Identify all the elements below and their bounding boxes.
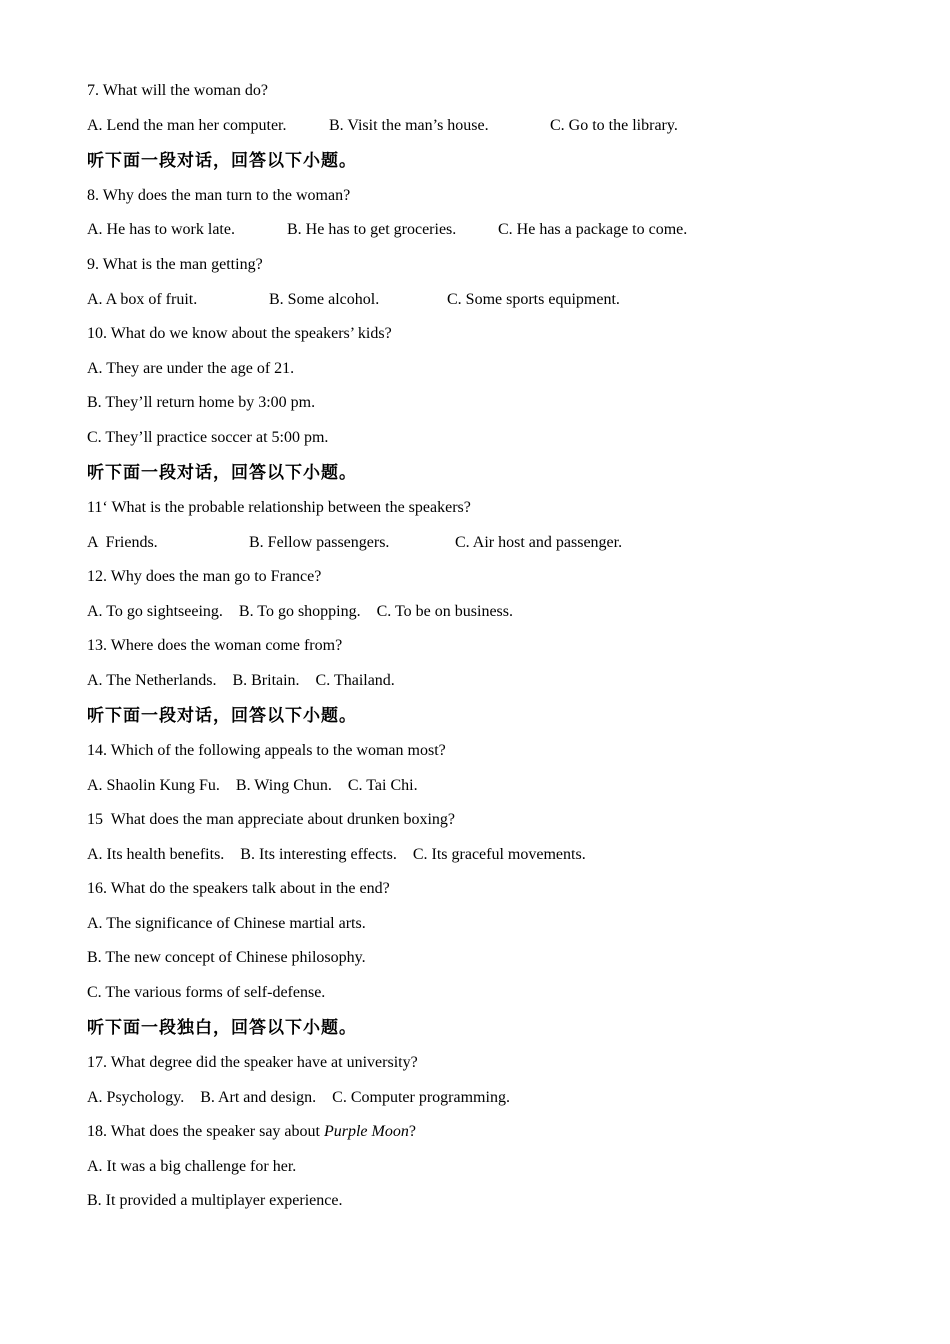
section-heading: 听下面一段对话，回答以下小题。 [87, 706, 357, 726]
question-13-stem: 13. Where does the woman come from? [87, 637, 343, 654]
question-11-stem: 11‘ What is the probable relationship between the speakers? [87, 499, 471, 516]
question-14-options: A. Shaolin Kung Fu. B. Wing Chun. C. Tai Chi. [87, 777, 418, 794]
option-a: A. A box of fruit. [87, 291, 198, 308]
question-16-stem: 16. What do the speakers talk about in the end? [87, 880, 390, 897]
question-9-options [87, 290, 887, 310]
question-8-stem: 8. Why does the man turn to the woman? [87, 187, 351, 204]
question-18-stem-title: Purple Moon [323, 1123, 409, 1140]
question-16-option-a: A. The significance of Chinese martial arts. [87, 915, 366, 932]
question-18-option-b: B. It provided a multiplayer experience. [87, 1192, 343, 1209]
question-9-stem: 9. What is the man getting? [87, 256, 263, 273]
question-18-stem [87, 1122, 416, 1142]
question-12-options: A. To go sightseeing. B. To go shopping. C. To be on business. [87, 603, 513, 620]
section-heading: 听下面一段独白，回答以下小题。 [87, 1018, 357, 1038]
question-12-stem: 12. Why does the man go to France? [87, 568, 322, 585]
option-c: C. Air host and passenger. [455, 534, 623, 551]
option-c: C. Go to the library. [550, 117, 678, 134]
option-b: B. Fellow passengers. [249, 534, 390, 551]
question-13-options: A. The Netherlands. B. Britain. C. Thailand. [87, 672, 395, 689]
question-18-option-a: A. It was a big challenge for her. [87, 1158, 297, 1175]
question-11-options [87, 533, 887, 553]
question-17-options: A. Psychology. B. Art and design. C. Computer programming. [87, 1089, 510, 1106]
option-c: C. He has a package to come. [498, 221, 688, 238]
option-a: A. Lend the man her computer. [87, 117, 287, 134]
question-18-stem-suffix: ? [408, 1123, 416, 1140]
question-15-stem: 15 What does the man appreciate about drunken boxing? [87, 811, 456, 828]
question-18-stem-prefix: 18. What does the speaker say about [87, 1123, 324, 1140]
option-a: A Friends. [87, 534, 158, 551]
option-a: A. He has to work late. [87, 221, 235, 238]
question-17-stem: 17. What degree did the speaker have at university? [87, 1054, 418, 1071]
question-10-option-c: C. They’ll practice soccer at 5:00 pm. [87, 429, 329, 446]
option-b: B. Some alcohol. [269, 291, 380, 308]
question-10-option-b: B. They’ll return home by 3:00 pm. [87, 394, 316, 411]
section-heading: 听下面一段对话，回答以下小题。 [87, 463, 357, 483]
question-16-option-c: C. The various forms of self-defense. [87, 984, 326, 1001]
question-16-option-b: B. The new concept of Chinese philosophy. [87, 949, 366, 966]
question-14-stem: 14. Which of the following appeals to the woman most? [87, 742, 446, 759]
question-10-stem: 10. What do we know about the speakers’ kids? [87, 325, 392, 342]
question-7-options [87, 116, 887, 136]
section-heading: 听下面一段对话，回答以下小题。 [87, 151, 357, 171]
option-b: B. Visit the man’s house. [329, 117, 489, 134]
option-c: C. Some sports equipment. [447, 291, 620, 308]
question-8-options [87, 220, 887, 240]
question-15-options: A. Its health benefits. B. Its interesting effects. C. Its graceful movements. [87, 846, 586, 863]
question-7-stem: 7. What will the woman do? [87, 82, 268, 99]
question-10-option-a: A. They are under the age of 21. [87, 360, 295, 377]
option-b: B. He has to get groceries. [287, 221, 457, 238]
